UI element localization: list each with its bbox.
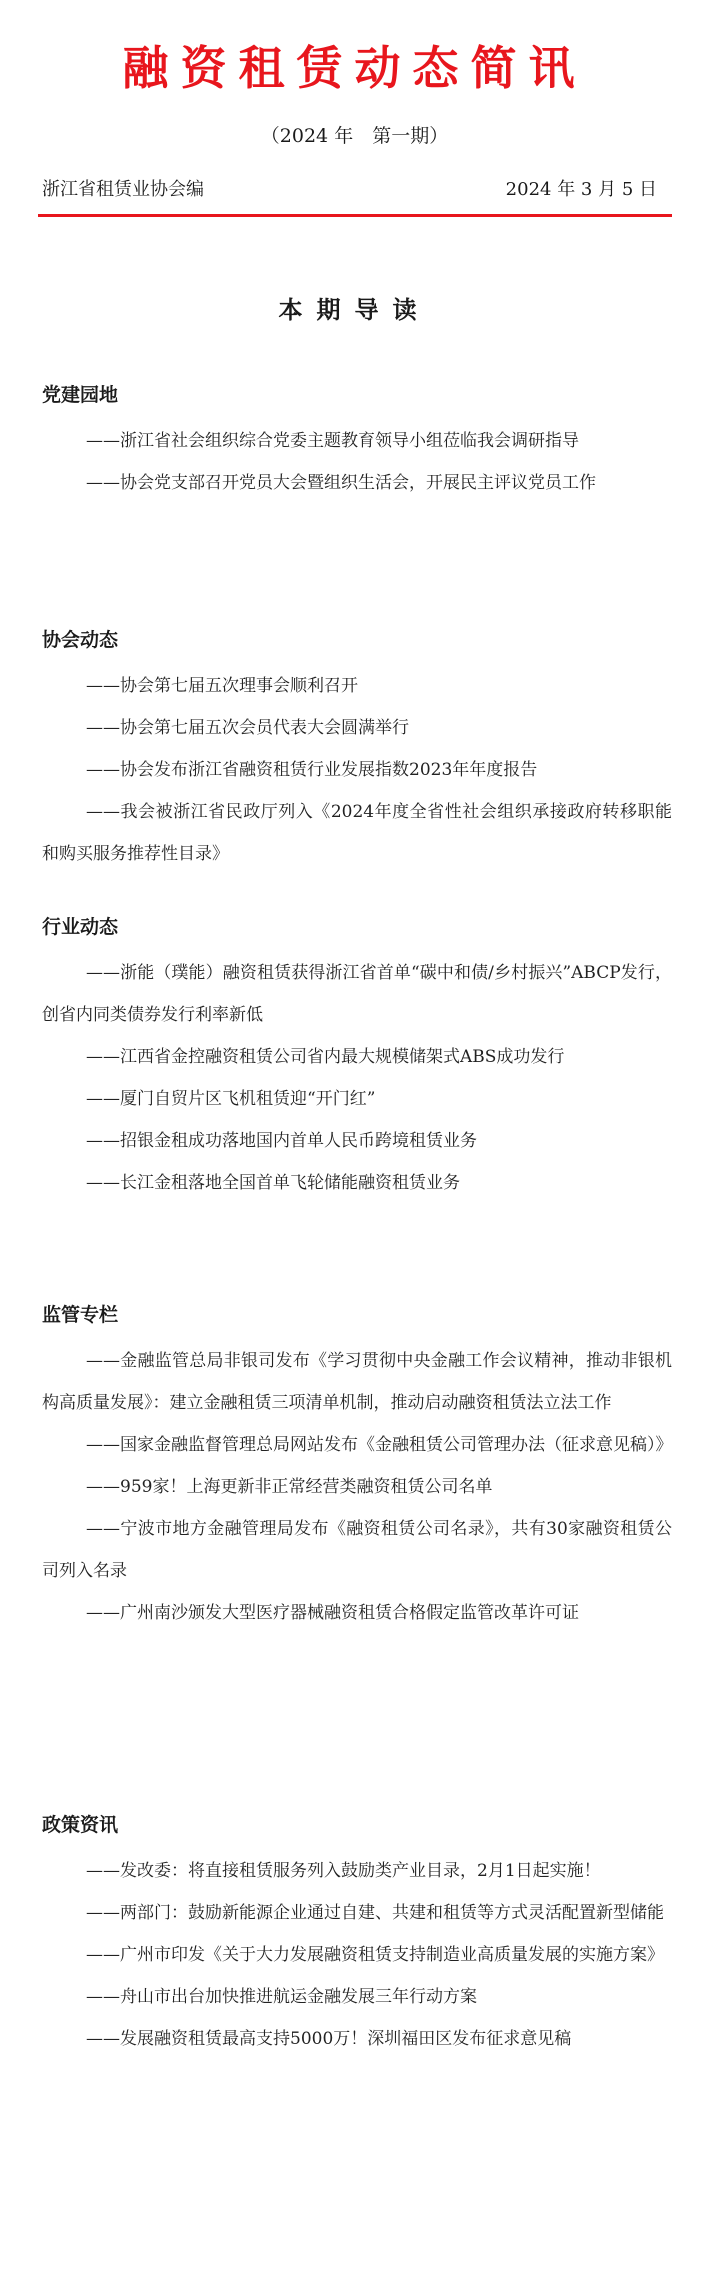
section-policy-info bbox=[42, 1810, 672, 2060]
editor-label: 浙江省租赁业协会编 bbox=[42, 179, 204, 200]
section-party-building bbox=[42, 380, 672, 504]
section-title: 行业动态 bbox=[42, 916, 119, 938]
list-item: ——江西省金控融资租赁公司省内最大规模储架式ABS成功发行 bbox=[86, 1047, 565, 1067]
list-item: ——金融监管总局非银司发布《学习贯彻中央金融工作会议精神，推动非银机构高质量发展》：建立金融租赁三项清单机制，推动启动融资租赁法立法工作 bbox=[42, 1351, 672, 1413]
publish-date: 2024 年 3 月 5 日 bbox=[505, 179, 657, 200]
list-item: ——浙江省社会组织综合党委主题教育领导小组莅临我会调研指导 bbox=[86, 431, 579, 451]
section-industry-news bbox=[42, 912, 672, 1204]
list-item: ——协会第七届五次理事会顺利召开 bbox=[86, 676, 358, 696]
list-item: ——厦门自贸片区飞机租赁迎“开门红” bbox=[86, 1089, 376, 1109]
guide-title: 本期导读 bbox=[278, 296, 431, 324]
list-item: ——协会第七届五次会员代表大会圆满举行 bbox=[86, 718, 409, 738]
list-item: ——广州市印发《关于大力发展融资租赁支持制造业高质量发展的实施方案》 bbox=[86, 1945, 664, 1965]
list-item: ——宁波市地方金融管理局发布《融资租赁公司名录》，共有30家融资租赁公司列入名录 bbox=[42, 1519, 672, 1581]
list-item: ——959家！上海更新非正常经营类融资租赁公司名单 bbox=[86, 1477, 493, 1497]
section-title: 党建园地 bbox=[42, 384, 119, 406]
list-item: ——两部门：鼓励新能源企业通过自建、共建和租赁等方式灵活配置新型储能 bbox=[86, 1903, 664, 1923]
header-divider bbox=[38, 214, 672, 217]
list-item: ——长江金租落地全国首单飞轮储能融资租赁业务 bbox=[86, 1173, 460, 1193]
list-item: ——浙能（璞能）融资租赁获得浙江省首单“碳中和债/乡村振兴”ABCP发行，创省内同类债券发行利率新低 bbox=[42, 963, 672, 1025]
list-item: ——招银金租成功落地国内首单人民币跨境租赁业务 bbox=[86, 1131, 477, 1151]
section-title: 监管专栏 bbox=[42, 1304, 119, 1326]
list-item: ——我会被浙江省民政厅列入《2024年度全省性社会组织承接政府转移职能和购买服务推荐性目录》 bbox=[42, 802, 672, 864]
section-association-news bbox=[42, 625, 672, 875]
list-item: ——协会党支部召开党员大会暨组织生活会，开展民主评议党员工作 bbox=[86, 473, 596, 493]
section-regulatory-column bbox=[42, 1300, 672, 1634]
list-item: ——国家金融监督管理总局网站发布《金融租赁公司管理办法（征求意见稿）》 bbox=[86, 1435, 673, 1455]
list-item: ——发展融资租赁最高支持5000万！深圳福田区发布征求意见稿 bbox=[86, 2029, 572, 2049]
list-item: ——发改委：将直接租赁服务列入鼓励类产业目录，2月1日起实施！ bbox=[86, 1861, 601, 1881]
section-title: 协会动态 bbox=[42, 629, 119, 651]
issue-number: （2024 年 第一期） bbox=[260, 125, 449, 147]
list-item: ——舟山市出台加快推进航运金融发展三年行动方案 bbox=[86, 1987, 477, 2007]
list-item: ——协会发布浙江省融资租赁行业发展指数2023年年度报告 bbox=[86, 760, 538, 780]
section-title: 政策资讯 bbox=[42, 1814, 119, 1836]
newsletter-title: 融资租赁动态简讯 bbox=[122, 41, 587, 95]
list-item: ——广州南沙颁发大型医疗器械融资租赁合格假定监管改革许可证 bbox=[86, 1603, 579, 1623]
